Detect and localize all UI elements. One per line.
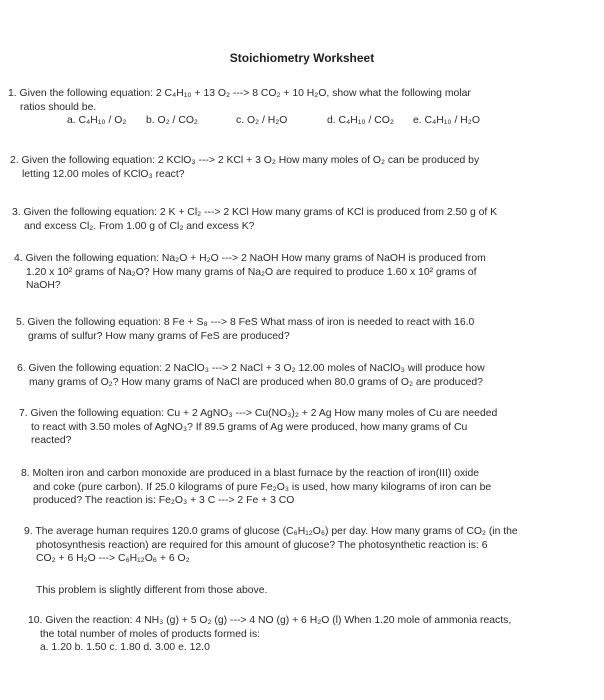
question-1 <box>8 87 480 128</box>
note-text: This problem is slightly different from those above. <box>36 585 268 596</box>
question-2 <box>10 154 479 181</box>
question-1-line-2: ratios should be. <box>20 101 97 113</box>
question-8-line-3: produced? The reaction is: Fe₂O₃ + 3 C ---> 2 Fe + 3 CO <box>33 495 295 507</box>
question-3 <box>12 206 497 233</box>
question-7-line-1: 7. Given the following equation: Cu + 2 AgNO₃ ---> Cu(NO₃)₂ + 2 Ag How many moles of Cu are needed <box>19 408 498 419</box>
question-10 <box>28 614 511 655</box>
question-1-choices <box>8 114 480 128</box>
question-7-line-3: reacted? <box>31 435 72 447</box>
question-1-line-1: 1. Given the following equation: 2 C₄H₁₀ + 13 O₂ ---> 8 CO₂ + 10 H₂O, show what the following molar <box>8 88 471 99</box>
question-8 <box>21 467 491 508</box>
choice-d: d. C₄H₁₀ / CO₂ <box>327 115 394 127</box>
question-10-line-1: 10. Given the reaction: 4 NH₃ (g) + 5 O₂ (g) ---> 4 NO (g) + 6 H₂O (l) When 1.20 mole of ammonia reacts, <box>28 615 512 626</box>
question-9 <box>24 525 518 566</box>
question-3-line-2: and excess Cl₂. From 1.00 g of Cl₂ and excess K? <box>24 220 255 232</box>
choice-c: c. O₂ / H₂O <box>236 115 288 127</box>
question-5 <box>16 316 474 343</box>
question-10-choices: a. 1.20 b. 1.50 c. 1.80 d. 3.00 e. 12.0 <box>40 642 210 654</box>
question-6-line-1: 6. Given the following equation: 2 NaClO₃ ---> 2 NaCl + 3 O₂ 12.00 moles of NaClO₃ will produce how <box>17 363 485 374</box>
question-8-line-1: 8. Molten iron and carbon monoxide are produced in a blast furnace by the reaction of iron(III) oxide <box>21 468 480 479</box>
question-9-line-3: CO₂ + 6 H₂O ---> C₆H₁₂O₆ + 6 O₂ <box>36 553 190 565</box>
question-10-line-2: the total number of moles of products formed is: <box>40 628 261 640</box>
question-7 <box>19 407 497 448</box>
question-4-line-1: 4. Given the following equation: Na₂O + H₂O ---> 2 NaOH How many grams of NaOH is produced from <box>14 253 486 264</box>
question-5-line-1: 5. Given the following equation: 8 Fe + S₈ ---> 8 FeS What mass of iron is needed to react with 16.0 <box>16 317 475 328</box>
question-9-line-2: photosynthesis reaction) are required for this amount of glucose? The photosynthetic reaction is: 6 <box>36 539 488 551</box>
question-6-line-2: many grams of O₂? How many grams of NaCl are produced when 80.0 grams of O₂ are produced? <box>29 376 483 388</box>
choice-b: b. O₂ / CO₂ <box>146 115 198 127</box>
question-6 <box>17 362 485 389</box>
question-2-line-1: 2. Given the following equation: 2 KClO₃ ---> 2 KCl + 3 O₂ How many moles of O₂ can be produced by <box>10 155 480 166</box>
page-title: Stoichiometry Worksheet <box>229 51 375 65</box>
question-3-line-1: 3. Given the following equation: 2 K + Cl₂ ---> 2 KCl How many grams of KCl is produced from 2.50 g of K <box>12 207 498 218</box>
question-7-line-2: to react with 3.50 moles of AgNO₃? If 89.5 grams of Ag were produced, how many grams of Cu <box>31 421 468 433</box>
choice-e: e. C₄H₁₀ / H₂O <box>413 115 480 127</box>
question-5-line-2: grams of sulfur? How many grams of FeS are produced? <box>28 330 290 342</box>
question-9-line-1: 9. The average human requires 120.0 grams of glucose (C₆H₁₂O₆) per day. How many grams of CO₂ (in the <box>24 526 518 537</box>
question-4 <box>14 252 486 293</box>
question-4-line-2: 1.20 x 10² grams of Na₂O? How many grams of Na₂O are required to produce 1.60 x 10² grams of <box>26 266 477 278</box>
question-8-line-2: and coke (pure carbon). If 25.0 kilograms of pure Fe₂O₃ is used, how many kilograms of iron can be <box>33 481 492 493</box>
question-4-line-3: NaOH? <box>26 280 61 292</box>
question-2-line-2: letting 12.00 moles of KClO₃ react? <box>22 168 185 180</box>
choice-a: a. C₄H₁₀ / O₂ <box>67 115 127 127</box>
